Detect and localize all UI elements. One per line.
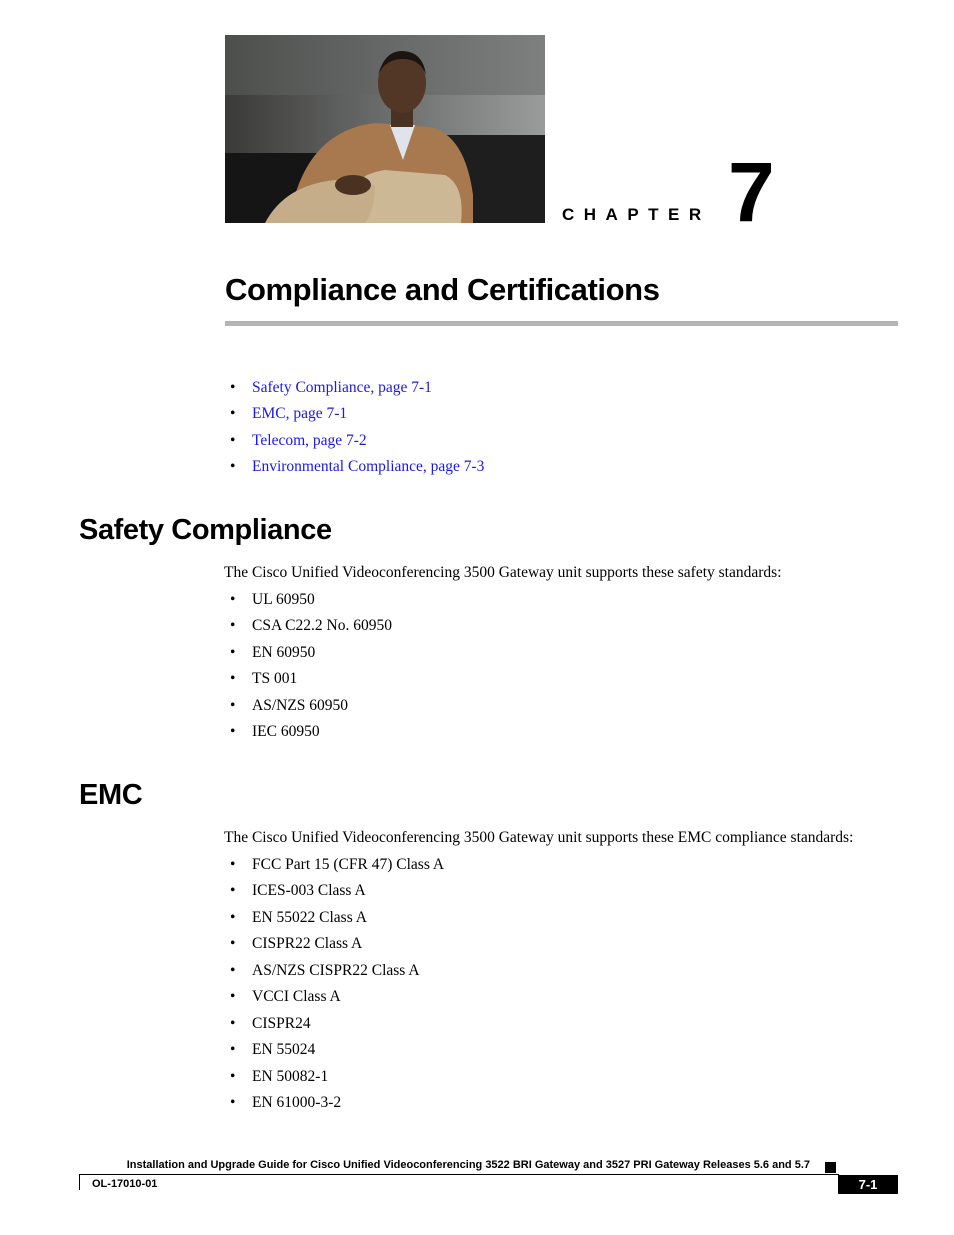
list-item-text: TS 001 bbox=[252, 670, 298, 687]
toc-link-environmental-compliance[interactable]: Environmental Compliance, page 7-3 bbox=[252, 458, 485, 475]
chapter-label: CHAPTER bbox=[562, 205, 711, 224]
title-rule bbox=[225, 321, 898, 326]
bullet: • bbox=[230, 432, 236, 449]
bullet: • bbox=[230, 1068, 236, 1085]
list-item-text: EN 55022 Class A bbox=[252, 909, 367, 926]
bullet: • bbox=[230, 458, 236, 475]
list-item-text: EN 61000-3-2 bbox=[252, 1094, 342, 1111]
bullet: • bbox=[230, 697, 236, 714]
list-item-text: FCC Part 15 (CFR 47) Class A bbox=[252, 856, 445, 873]
bullet: • bbox=[230, 935, 236, 952]
bullet: • bbox=[230, 1041, 236, 1058]
list-item-text: VCCI Class A bbox=[252, 988, 341, 1005]
bullet: • bbox=[230, 1094, 236, 1111]
toc-link-telecom[interactable]: Telecom, page 7-2 bbox=[252, 432, 367, 449]
bullet: • bbox=[230, 909, 236, 926]
bullet: • bbox=[230, 617, 236, 634]
list-item-text: CISPR24 bbox=[252, 1015, 311, 1032]
section-heading-emc: EMC bbox=[79, 779, 143, 811]
bullet: • bbox=[230, 962, 236, 979]
bullet: • bbox=[230, 856, 236, 873]
bullet: • bbox=[230, 644, 236, 661]
bullet: • bbox=[230, 379, 236, 396]
toc-link-emc[interactable]: EMC, page 7-1 bbox=[252, 405, 348, 422]
toc-link-safety-compliance[interactable]: Safety Compliance, page 7-1 bbox=[252, 379, 432, 396]
emc-intro: The Cisco Unified Videoconferencing 3500 Gateway unit supports these EMC compliance standards: bbox=[224, 829, 854, 846]
list-item-text: AS/NZS CISPR22 Class A bbox=[252, 962, 420, 979]
list-item-text: EN 55024 bbox=[252, 1041, 316, 1058]
safety-intro: The Cisco Unified Videoconferencing 3500 Gateway unit supports these safety standards: bbox=[224, 564, 782, 581]
bullet: • bbox=[230, 591, 236, 608]
footer-rule bbox=[79, 1174, 839, 1175]
footer-doc-number: OL-17010-01 bbox=[92, 1178, 158, 1190]
bullet: • bbox=[230, 882, 236, 899]
list-item-text: CSA C22.2 No. 60950 bbox=[252, 617, 392, 634]
chapter-photo bbox=[225, 35, 545, 223]
bullet: • bbox=[230, 1015, 236, 1032]
list-item-text: ICES-003 Class A bbox=[252, 882, 366, 899]
list-item-text: AS/NZS 60950 bbox=[252, 697, 349, 714]
footer-guide-title: Installation and Upgrade Guide for Cisco Unified Videoconferencing 3522 BRI Gateway and 3527 PRI Gateway Releases 5.6 and 5.7 bbox=[126, 1159, 810, 1171]
chapter-title: Compliance and Certifications bbox=[225, 272, 660, 307]
list-item-text: EN 60950 bbox=[252, 644, 316, 661]
footer-page-number: 7-1 bbox=[838, 1175, 898, 1194]
list-item-text: UL 60950 bbox=[252, 591, 315, 608]
chapter-number: 7 bbox=[728, 145, 775, 239]
list-item-text: CISPR22 Class A bbox=[252, 935, 363, 952]
chapter-photo-graphic bbox=[225, 35, 545, 223]
footer-marker bbox=[825, 1162, 836, 1173]
list-item-text: IEC 60950 bbox=[252, 723, 320, 740]
footer-tick bbox=[79, 1174, 80, 1190]
bullet: • bbox=[230, 405, 236, 422]
section-heading-safety-compliance: Safety Compliance bbox=[79, 514, 332, 546]
bullet: • bbox=[230, 988, 236, 1005]
bullet: • bbox=[230, 723, 236, 740]
bullet: • bbox=[230, 670, 236, 687]
list-item-text: EN 50082-1 bbox=[252, 1068, 329, 1085]
